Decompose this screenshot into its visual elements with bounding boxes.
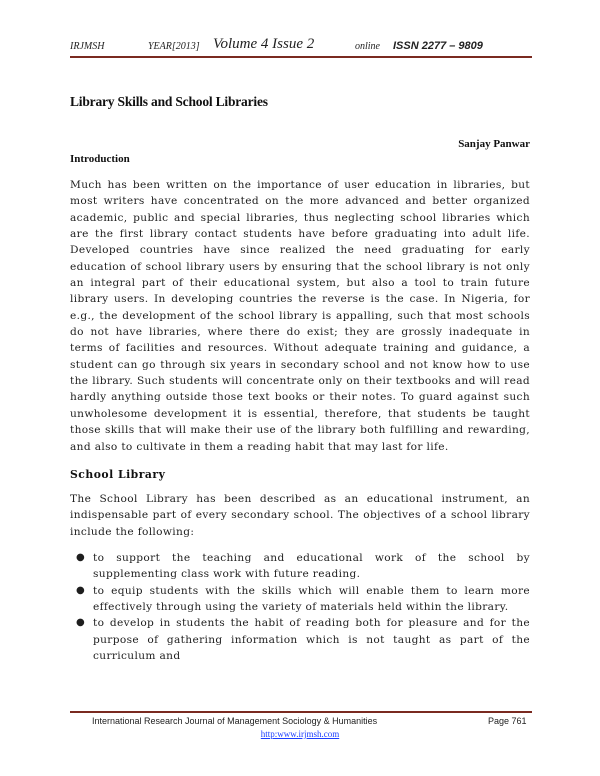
bullet-icon: ● bbox=[76, 584, 86, 596]
school-library-paragraph: The School Library has been described as an educational instrument, an indispensable part of every secondary school. The objectives of a school library include the following: bbox=[70, 493, 530, 538]
footer-divider bbox=[70, 711, 532, 713]
list-item bbox=[70, 615, 530, 664]
footer-journal-name: International Research Journal of Management Sociology & Humanities bbox=[92, 716, 378, 726]
header-issn: ISSN 2277 – 9809 bbox=[393, 40, 483, 52]
header-year: YEAR[2013] bbox=[148, 41, 200, 52]
running-header bbox=[70, 38, 532, 54]
list-item bbox=[70, 583, 530, 616]
page-number: Page 761 bbox=[488, 716, 527, 726]
article-author: Sanjay Panwar bbox=[458, 138, 530, 150]
header-online-label: online bbox=[355, 41, 380, 52]
journal-website-link[interactable]: http:www.irjmsh.com bbox=[260, 729, 340, 739]
list-item-text: to develop in students the habit of reading both for pleasure and for the purpose of gathering information which is not taught as part of the curriculum and bbox=[93, 617, 530, 663]
header-divider bbox=[70, 56, 532, 58]
bullet-icon: ● bbox=[76, 552, 86, 563]
header-journal-abbr: IRJMSH bbox=[70, 41, 105, 52]
objectives-list bbox=[70, 550, 530, 664]
header-volume: Volume 4 Issue 2 bbox=[213, 36, 315, 52]
article-title: Library Skills and School Libraries bbox=[70, 94, 268, 109]
list-item bbox=[70, 550, 530, 583]
list-item-text: to equip students with the skills which will enable them to learn more effectively through using the variety of materials held within the library. bbox=[93, 584, 530, 614]
school-library-heading: School Library bbox=[70, 468, 166, 481]
introduction-heading: Introduction bbox=[70, 153, 130, 165]
bullet-icon: ● bbox=[76, 617, 86, 629]
introduction-paragraph: Much has been written on the importance of user education in libraries, but most writers have concentrated on the more advanced and better organized academic, public and special libraries, thus neglecting school libraries which are the first library contact students have before graduating into adult life. Developed countries have since realized the need graduating for early education of school library users by ensuring that the school library is not only an integral part of their educational system, but also a tool to train future library users. In developing countries the reverse is the case. In Nigeria, for e.g., the development of the school library is appalling, such that most schools do not have libraries, where there do exist; they are grossly inadequate in terms of facilities and resources. Without adequate training and guidance, a student can go through six years in secondary school and not know how to use the library. Such students will concentrate only on their textbooks and will read hardly anything outside those text books or their notes. To guard against such unwholesome development it is essential, therefore, that students be taught those skills that will make their use of the library both fulfilling and rewarding, and also to cultivate in them a reading habit that may last for life. bbox=[70, 179, 530, 453]
list-item-text: to support the teaching and educational work of the school by supplementing class work with future reading. bbox=[93, 552, 530, 581]
